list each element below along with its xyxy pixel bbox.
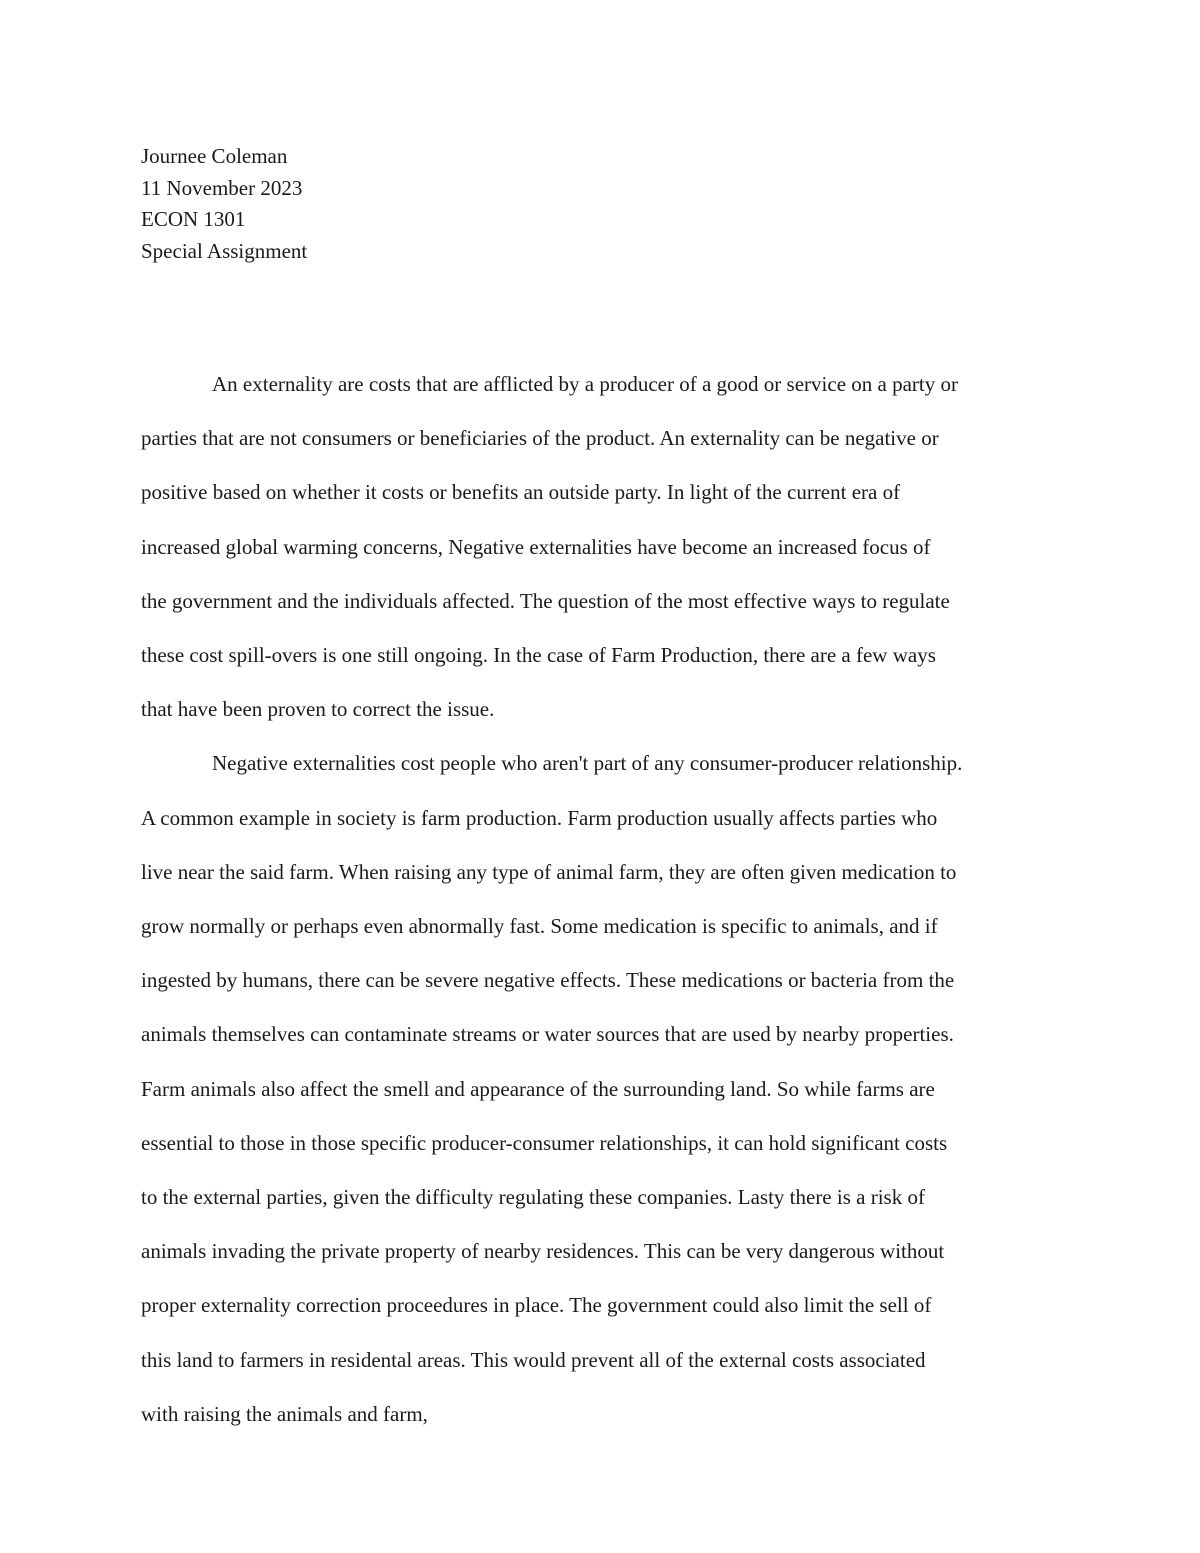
paragraph-line: grow normally or perhaps even abnormally fast. Some medication is specific to animals, and if <box>141 914 938 939</box>
course-code: ECON 1301 <box>141 207 246 231</box>
paragraph-line: animals invading the private property of nearby residences. This can be very dangerous without <box>141 1239 945 1264</box>
paragraph-line: these cost spill-overs is one still ongoing. In the case of Farm Production, there are a few ways <box>141 643 936 668</box>
document-date: 11 November 2023 <box>141 175 303 200</box>
document-body <box>141 357 1061 1441</box>
paragraph-line: Negative externalities cost people who aren't part of any consumer-producer relationship. <box>212 751 963 776</box>
paragraph-line: Farm animals also affect the smell and appearance of the surrounding land. So while farms are <box>141 1076 935 1101</box>
paragraph-line: essential to those in those specific producer-consumer relationships, it can hold significant costs <box>141 1130 948 1155</box>
paragraph-line: ingested by humans, there can be severe negative effects. These medications or bacteria from the <box>141 968 955 993</box>
paragraph-line: A common example in society is farm production. Farm production usually affects parties who <box>141 805 938 830</box>
paragraph-line: live near the said farm. When raising any type of animal farm, they are often given medication to <box>141 859 957 884</box>
document-content <box>141 141 1061 1441</box>
paragraph-line: animals themselves can contaminate streams or water sources that are used by nearby properties. <box>141 1022 954 1047</box>
paragraph-line: the government and the individuals affected. The question of the most effective ways to regulate <box>141 588 950 613</box>
paragraph-line: that have been proven to correct the issue. <box>141 697 495 722</box>
paragraph-line: this land to farmers in residental areas. This would prevent all of the external costs associated <box>141 1347 926 1372</box>
paragraph-line: An externality are costs that are afflicted by a producer of a good or service on a party or <box>212 372 958 396</box>
paragraph-line: to the external parties, given the difficulty regulating these companies. Lasty there is a risk of <box>141 1185 925 1210</box>
paragraph-2 <box>141 736 1061 1441</box>
paragraph-1 <box>141 357 1061 736</box>
paragraph-line: parties that are not consumers or beneficiaries of the product. An externality can be negative or <box>141 426 939 451</box>
assignment-title: Special Assignment <box>141 238 308 263</box>
author-name: Journee Coleman <box>141 144 288 168</box>
paragraph-line: with raising the animals and farm, <box>141 1401 428 1426</box>
document-header <box>141 141 1061 267</box>
paragraph-line: increased global warming concerns, Negative externalities have become an increased focus of <box>141 534 931 559</box>
paragraph-line: proper externality correction proceedures in place. The government could also limit the sell of <box>141 1293 932 1318</box>
paragraph-line: positive based on whether it costs or benefits an outside party. In light of the current era of <box>141 480 901 505</box>
